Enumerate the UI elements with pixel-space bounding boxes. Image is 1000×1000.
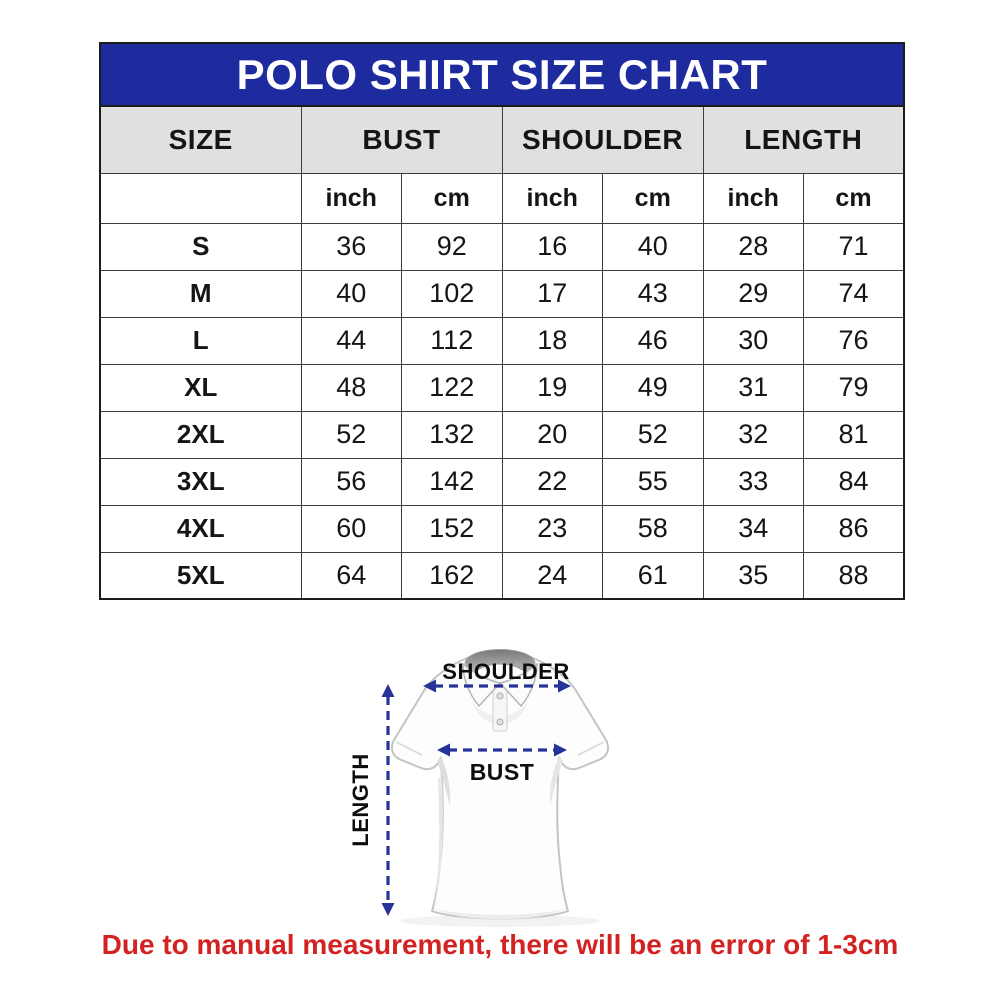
- unit-header-length-cm: cm: [804, 173, 905, 223]
- cell-value: 132: [402, 411, 503, 458]
- cell-value: 31: [703, 364, 804, 411]
- cell-value: 28: [703, 223, 804, 270]
- cell-value: 22: [502, 458, 603, 505]
- cell-value: 35: [703, 552, 804, 599]
- col-header-length: LENGTH: [703, 106, 904, 173]
- table-row-3xl: [100, 458, 904, 505]
- size-label: L: [100, 317, 301, 364]
- unit-header-shoulder-cm: cm: [603, 173, 704, 223]
- table-unit-header-row: [100, 173, 904, 223]
- cell-value: 48: [301, 364, 402, 411]
- polo-shirt-diagram: [330, 638, 670, 938]
- chart-title: POLO SHIRT SIZE CHART: [236, 50, 768, 98]
- cell-value: 24: [502, 552, 603, 599]
- cell-value: 20: [502, 411, 603, 458]
- cell-value: 71: [804, 223, 905, 270]
- cell-value: 84: [804, 458, 905, 505]
- length-arrowhead-bottom: [382, 903, 395, 916]
- length-arrowhead-top: [382, 684, 395, 697]
- cell-value: 142: [402, 458, 503, 505]
- cell-value: 40: [603, 223, 704, 270]
- cell-value: 102: [402, 270, 503, 317]
- size-chart: [99, 42, 905, 600]
- size-table-body: [100, 223, 904, 599]
- cell-value: 122: [402, 364, 503, 411]
- col-header-size: SIZE: [100, 106, 301, 173]
- cell-value: 81: [804, 411, 905, 458]
- button-bottom: [497, 719, 503, 725]
- cell-value: 29: [703, 270, 804, 317]
- cell-value: 79: [804, 364, 905, 411]
- size-label: S: [100, 223, 301, 270]
- unit-header-bust-inch: inch: [301, 173, 402, 223]
- table-row-m: [100, 270, 904, 317]
- size-label: XL: [100, 364, 301, 411]
- cell-value: 52: [301, 411, 402, 458]
- col-header-shoulder: SHOULDER: [502, 106, 703, 173]
- unit-header-spacer: [100, 173, 301, 223]
- table-row-s: [100, 223, 904, 270]
- cell-value: 40: [301, 270, 402, 317]
- chart-title-bar: [99, 42, 905, 105]
- length-label: LENGTH: [348, 753, 373, 847]
- cell-value: 61: [603, 552, 704, 599]
- cell-value: 17: [502, 270, 603, 317]
- size-label: 3XL: [100, 458, 301, 505]
- cell-value: 112: [402, 317, 503, 364]
- cell-value: 58: [603, 505, 704, 552]
- unit-header-bust-cm: cm: [402, 173, 503, 223]
- cell-value: 43: [603, 270, 704, 317]
- cell-value: 60: [301, 505, 402, 552]
- cell-value: 18: [502, 317, 603, 364]
- cell-value: 74: [804, 270, 905, 317]
- unit-header-shoulder-inch: inch: [502, 173, 603, 223]
- size-table: [99, 105, 905, 600]
- size-label: M: [100, 270, 301, 317]
- cell-value: 88: [804, 552, 905, 599]
- cell-value: 76: [804, 317, 905, 364]
- table-group-header-row: [100, 106, 904, 173]
- cell-value: 56: [301, 458, 402, 505]
- cell-value: 46: [603, 317, 704, 364]
- col-header-bust: BUST: [301, 106, 502, 173]
- measurement-disclaimer: Due to manual measurement, there will be an error of 1-3cm: [101, 929, 899, 960]
- cell-value: 162: [402, 552, 503, 599]
- cell-value: 86: [804, 505, 905, 552]
- button-top: [497, 693, 503, 699]
- size-label: 5XL: [100, 552, 301, 599]
- cell-value: 16: [502, 223, 603, 270]
- cell-value: 92: [402, 223, 503, 270]
- table-row-5xl: [100, 552, 904, 599]
- shoulder-label: SHOULDER: [442, 659, 570, 684]
- table-row-2xl: [100, 411, 904, 458]
- cell-value: 32: [703, 411, 804, 458]
- table-row-4xl: [100, 505, 904, 552]
- cell-value: 33: [703, 458, 804, 505]
- cell-value: 52: [603, 411, 704, 458]
- cell-value: 64: [301, 552, 402, 599]
- table-row-l: [100, 317, 904, 364]
- cell-value: 19: [502, 364, 603, 411]
- cell-value: 36: [301, 223, 402, 270]
- cell-value: 49: [603, 364, 704, 411]
- cell-value: 55: [603, 458, 704, 505]
- table-row-xl: [100, 364, 904, 411]
- size-label: 2XL: [100, 411, 301, 458]
- size-label: 4XL: [100, 505, 301, 552]
- cell-value: 30: [703, 317, 804, 364]
- unit-header-length-inch: inch: [703, 173, 804, 223]
- bust-label: BUST: [469, 759, 535, 785]
- cell-value: 44: [301, 317, 402, 364]
- cell-value: 23: [502, 505, 603, 552]
- cell-value: 34: [703, 505, 804, 552]
- cell-value: 152: [402, 505, 503, 552]
